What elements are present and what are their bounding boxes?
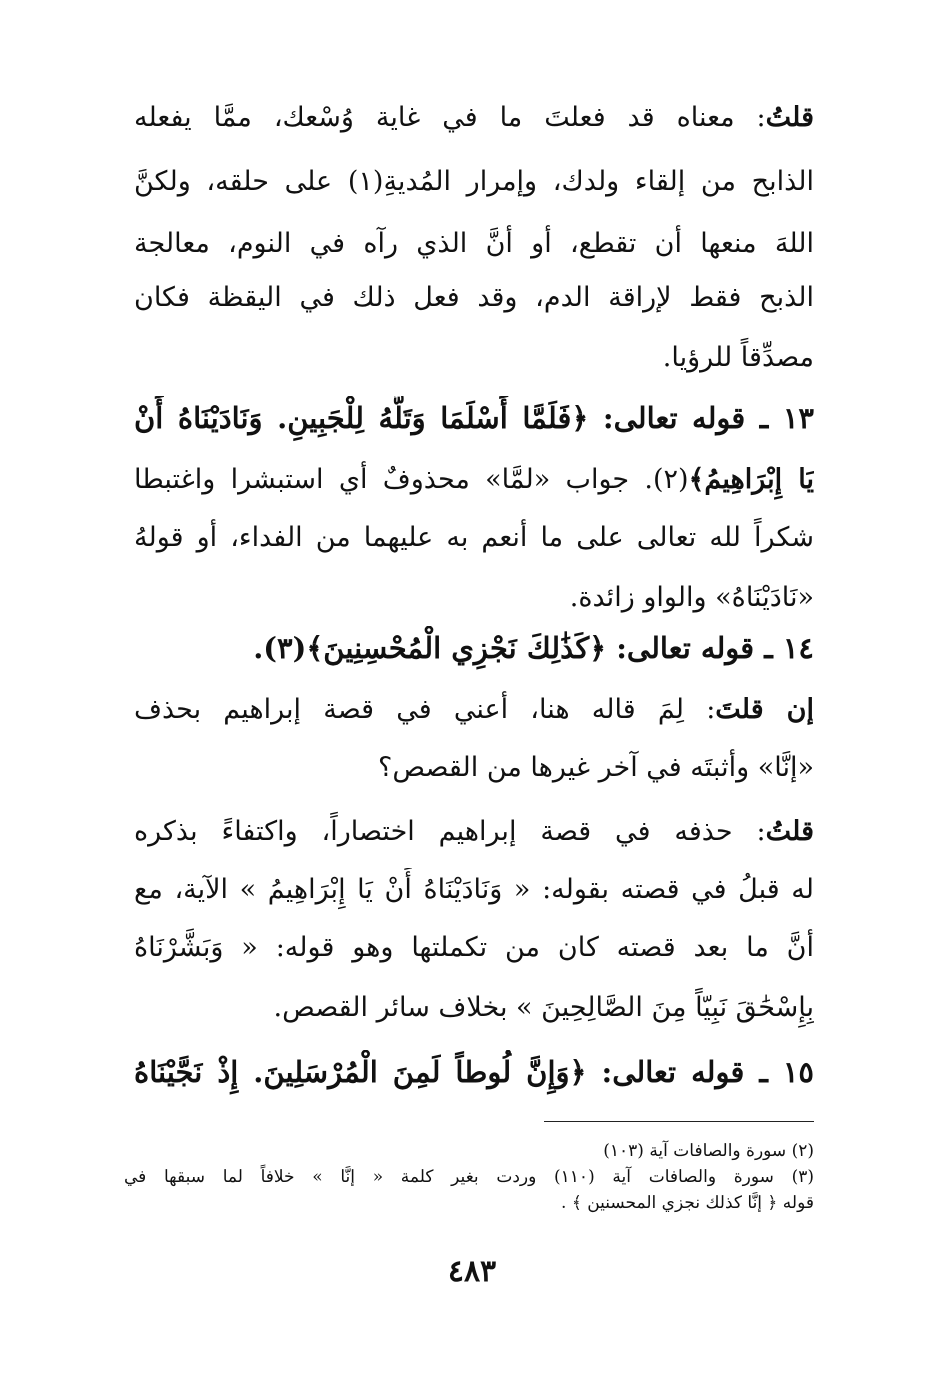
verse-heading-15 <box>134 1050 814 1096</box>
body-line-2-text: الذابح من إلقاء ولدك، وإمرار المُديةِ(١) على حلقه، ولكنَّ <box>134 166 814 197</box>
footnote-3-continued-text: قوله ﴿ إنَّا كذلك نجزي المحسنين ﴾ . <box>561 1193 814 1213</box>
body-line-11-text: : لِمَ قاله هنا، أعني في قصة إبراهيم بحذف <box>134 694 716 725</box>
footnote-2 <box>124 1138 814 1166</box>
body-line-14-text: له قبلُ في قصته بقوله: « وَنَادَيْنَاهُ أَنْ يَا إِبْرَاهِيمُ » الآية، مع <box>134 874 814 905</box>
body-line-8-text: شكراً لله تعالى على ما أنعم به عليهما من الفداء، أو قولهُ <box>134 522 814 553</box>
verse-heading-13 <box>134 396 814 442</box>
body-line-4-text: الذبح فقط لإراقة الدم، وقد فعل ذلك في اليقظة فكان <box>134 282 814 313</box>
body-line-5 <box>134 336 814 382</box>
body-line-4 <box>134 276 814 322</box>
body-line-1 <box>134 96 814 142</box>
footnote-divider <box>544 1121 814 1122</box>
verse-heading-13-text: ١٣ ـ قوله تعالى: ﴿فَلَمَّا أَسْلَمَا وَتَلَّهُ لِلْجَبِينِ. وَنَادَيْنَاهُ أَنْ <box>134 401 814 435</box>
body-line-16-text: بِإِسْحَٰقَ نَبِيّاً مِنَ الصَّالِحِينَ » بخلاف سائر القصص. <box>273 992 814 1023</box>
in-qulta-label: إن قلتَ <box>715 694 814 725</box>
body-line-3-text: اللهَ منعها أن تقطع، أو أنَّ الذي رآه في النوم، معالجة <box>134 228 814 259</box>
footnote-3 <box>124 1164 814 1192</box>
body-line-9 <box>134 576 814 622</box>
footnote-3-text: (٣) سورة والصافات آية (١١٠) وردت بغير كلمة « إنَّا » خلافاً لما سبقها في <box>124 1167 814 1187</box>
body-line-13-text: : حذفه في قصة إبراهيم اختصاراً، واكتفاءً بذكره <box>134 816 766 847</box>
verse-continuation: يَا إِبْرَاهِيمُ﴾ <box>688 464 814 495</box>
footnote-2-text: (٢) سورة والصافات آية (١٠٣) <box>603 1141 814 1161</box>
page-number: ٤٨٣ <box>447 1254 497 1289</box>
body-line-5-text: مصدِّقاً للرؤيا. <box>662 342 814 373</box>
body-line-9-text: «نَادَيْنَاهُ» والواو زائدة. <box>569 582 814 613</box>
body-line-16 <box>134 986 814 1032</box>
body-line-3 <box>134 222 814 268</box>
body-line-11 <box>134 688 814 734</box>
body-line-7-text: (٢). جواب «لمَّا» محذوفٌ أي استبشرا واغتبطا <box>134 464 689 495</box>
body-line-15 <box>134 926 814 972</box>
body-line-7 <box>134 458 814 504</box>
verse-heading-14-text: ١٤ ـ قوله تعالى: ﴿كَذَٰلِكَ نَجْزِي الْمُحْسِنِينَ﴾(٣). <box>253 631 814 665</box>
footnote-3-continued <box>124 1190 814 1218</box>
verse-heading-14 <box>134 626 814 672</box>
body-line-13 <box>134 810 814 856</box>
qultu-label: قلتُ <box>765 102 814 133</box>
verse-heading-15-text: ١٥ ـ قوله تعالى: ﴿وَإِنَّ لُوطاً لَمِنَ الْمُرْسَلِينَ. إِذْ نَجَّيْنَاهُ <box>134 1055 814 1089</box>
qultu-label-2: قلتُ <box>765 816 814 847</box>
body-line-2 <box>134 160 814 206</box>
body-line-1-text: : معناه قد فعلتَ ما في غاية وُسْعك، ممَّا يفعله <box>134 102 766 133</box>
body-line-14 <box>134 868 814 914</box>
body-line-12 <box>134 746 814 792</box>
body-line-8 <box>134 516 814 562</box>
body-line-15-text: أنَّ ما بعد قصته كان من تكملتها وهو قوله: « وَبَشَّرْنَاهُ <box>134 932 814 963</box>
body-line-12-text: «إنَّا» وأثبتَه في آخر غيرها من القصص؟ <box>378 752 814 783</box>
